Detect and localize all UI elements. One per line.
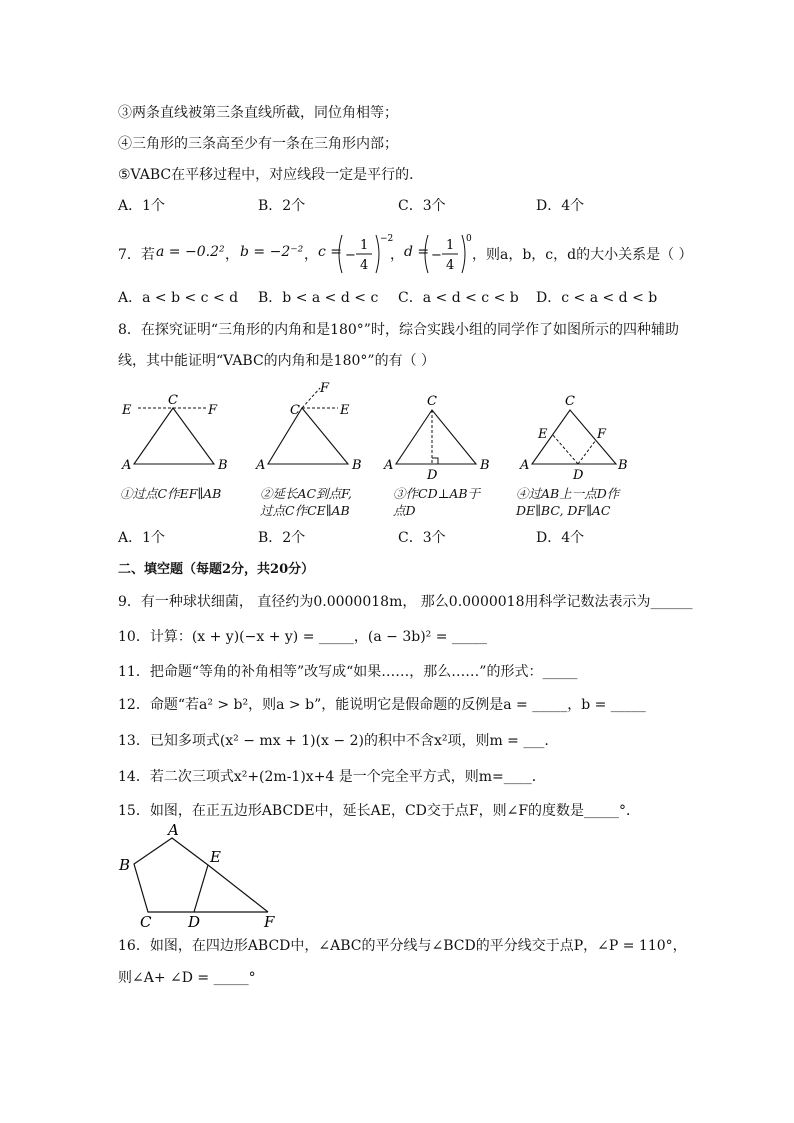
svg-text:1: 1: [360, 238, 369, 253]
svg-text:0: 0: [466, 234, 472, 244]
q11: 11．把命题“等角的补角相等”改写成“如果……，那么……”的形式：_____: [118, 664, 578, 680]
q14: 14．若二次三项式x²+(2m-1)x+4 是一个完全平方式，则m=____．: [118, 769, 546, 785]
q7-a-def: a = −0.2²: [156, 244, 225, 260]
svg-text:B: B: [352, 458, 362, 473]
q8-caption-1: ①过点C作EF∥AB: [120, 486, 222, 501]
svg-text:D: D: [188, 913, 201, 931]
svg-text:A: A: [122, 458, 132, 473]
q16-line-2: 则∠A+ ∠D = _____°: [118, 970, 256, 986]
svg-text:1: 1: [446, 238, 455, 253]
q13: 13．已知多项式(x² − mx + 1)(x − 2)的积中不含x²项，则m = ___.: [118, 733, 549, 749]
q8-figure-1: [118, 380, 243, 475]
q7-option-b[interactable]: B．b < a < d < c: [258, 290, 379, 306]
q6-option-a[interactable]: A．1个: [118, 198, 166, 214]
svg-text:E: E: [122, 403, 132, 418]
svg-text:B: B: [480, 458, 490, 473]
svg-text:−: −: [345, 248, 356, 263]
svg-text:C: C: [290, 403, 300, 418]
q8-line-2: 线，其中能证明“VABC的内角和是180°”的有（ ）: [118, 353, 436, 369]
svg-text:A: A: [384, 458, 394, 473]
q8-caption-2: ②延长AC到点F, 过点C作CE∥AB: [260, 486, 352, 518]
svg-text:−: −: [431, 248, 442, 263]
svg-text:C: C: [140, 913, 152, 931]
svg-text:B: B: [618, 458, 628, 473]
q8-line-1: 8．在探究证明“三角形的内角和是180°”时，综合实践小组的同学作了如图所示的四种辅助: [118, 322, 679, 338]
q12: 12．命题“若a² > b²，则a > b”，能说明它是假命题的反例是a = _____，b = _____: [118, 697, 646, 713]
svg-text:B: B: [218, 458, 228, 473]
svg-text:−2: −2: [380, 234, 394, 244]
q8-option-a[interactable]: A．1个: [118, 530, 166, 546]
q7-prefix: 7．若: [118, 247, 155, 263]
q16-line-1: 16．如图，在四边形ABCD中，∠ABC的平分线与∠BCD的平分线交于点P，∠P = 110°，: [118, 938, 687, 954]
q7-c-fraction: [336, 232, 394, 276]
q7-d-fraction: [422, 232, 472, 276]
svg-text:C: C: [168, 393, 178, 408]
svg-text:E: E: [340, 403, 350, 418]
q6-option-d[interactable]: D．4个: [536, 198, 585, 214]
q6-option-c[interactable]: C．3个: [398, 198, 446, 214]
q6-option-b[interactable]: B．2个: [258, 198, 306, 214]
svg-text:F: F: [208, 403, 218, 418]
q6-item-3: ③两条直线被第三条直线所截，同位角相等；: [118, 105, 398, 121]
q6-item-5: ⑤VABC在平移过程中，对应线段一定是平行的．: [118, 167, 424, 183]
svg-text:F: F: [264, 913, 275, 931]
q7-d-def: d =: [404, 244, 430, 260]
svg-text:A: A: [520, 458, 530, 473]
q8-caption-4: ④过AB上一点D作 DE∥BC, DF∥AC: [516, 486, 620, 518]
q7-suffix: ，则a，b，c，d的大小关系是（ ）: [472, 247, 693, 263]
svg-text:D: D: [573, 468, 584, 483]
q8-options: [118, 528, 678, 548]
svg-text:A: A: [256, 458, 266, 473]
q8-caption-3: ③作CD⊥AB于 点D: [393, 486, 481, 518]
q8-figure-2: [252, 380, 367, 475]
q6-item-4: ④三角形的三条高至少有一条在三角形内部；: [118, 136, 398, 152]
svg-text:4: 4: [446, 258, 455, 273]
svg-text:F: F: [320, 381, 330, 396]
q8-option-b[interactable]: B．2个: [258, 530, 306, 546]
q8-figure-3: [380, 380, 495, 485]
q7-options: [118, 288, 678, 308]
q10: 10．计算：(x + y)(−x + y) = _____，(a − 3b)² = _____: [118, 629, 487, 645]
q7-option-a[interactable]: A．a < b < c < d: [118, 290, 239, 306]
q6-options: [118, 196, 678, 216]
svg-text:F: F: [597, 427, 607, 442]
q7-option-d[interactable]: D．c < a < d < b: [536, 290, 658, 306]
q8-option-d[interactable]: D．4个: [536, 530, 585, 546]
q7-c-def: c =: [318, 244, 343, 260]
svg-text:A: A: [168, 821, 179, 839]
svg-text:C: C: [565, 394, 575, 409]
q8-figure-4: [516, 380, 636, 485]
q9: 9．有一种球状细菌， 直径约为0.0000018m， 那么0.0000018用科学记数法表示为______: [118, 594, 693, 610]
q7-b-def: b = −2⁻²: [240, 244, 304, 260]
svg-text:E: E: [210, 848, 221, 866]
q8-option-c[interactable]: C．3个: [398, 530, 446, 546]
section-heading: 二、填空题（每题2分，共20分）: [118, 562, 315, 577]
q15-pentagon-figure: [116, 822, 286, 930]
svg-text:4: 4: [360, 258, 369, 273]
svg-text:D: D: [427, 468, 438, 483]
q7-option-c[interactable]: C．a < d < c < b: [398, 290, 519, 306]
svg-text:B: B: [119, 856, 131, 874]
q15: 15．如图，在正五边形ABCDE中，延长AE，CD交于点F，则∠F的度数是_____°．: [118, 803, 641, 819]
svg-text:C: C: [427, 394, 437, 409]
svg-text:E: E: [538, 427, 548, 442]
